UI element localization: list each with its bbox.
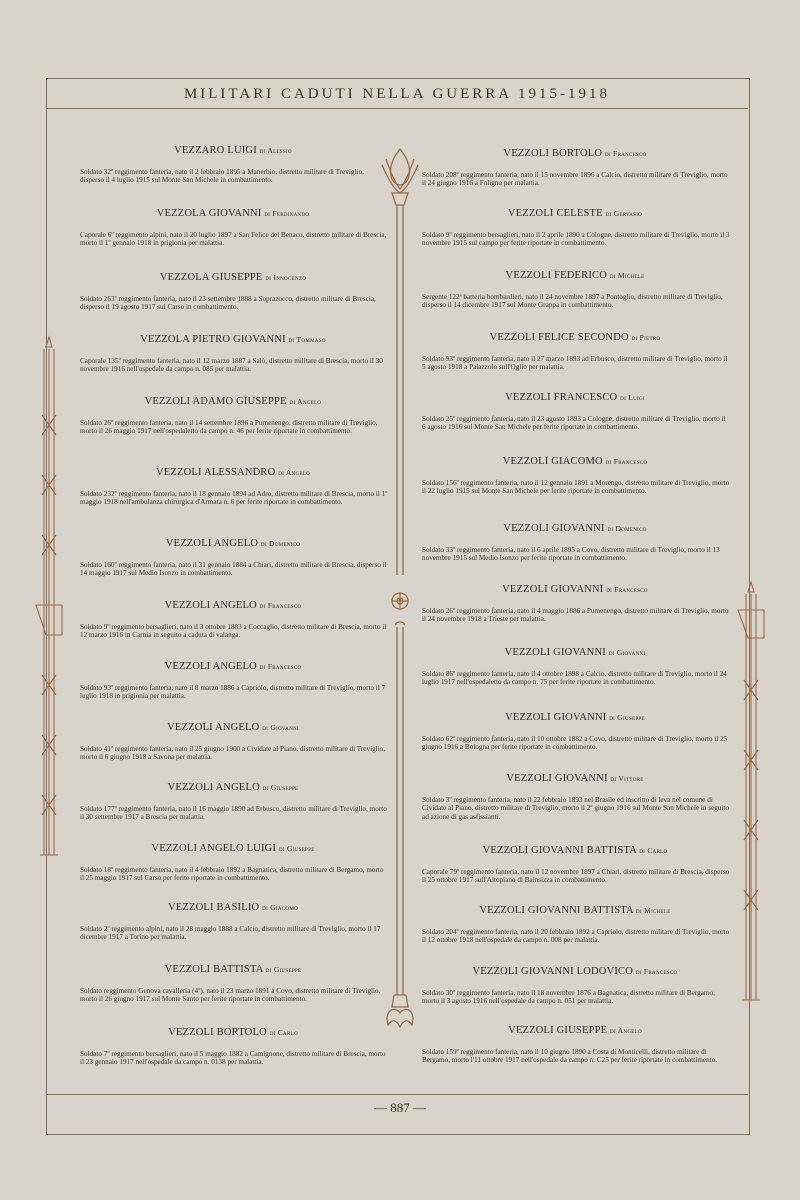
entry-heading <box>420 905 730 916</box>
entry-name: VEZZOLI GIUSEPPE <box>508 1025 608 1036</box>
entry-heading <box>78 145 388 156</box>
entry-text: Soldato 3º reggimento fanteria, nato il 22 febbraio 1893 nel Brasile ed inscritto di leva nel comune di Cividate al Piano, distretto militare di Treviglio, morto il 2º giugno 1916 sul Monte San Michele in seguito ad azione di gas asfissianti. <box>422 796 730 821</box>
entry-patronymic: di Francesco <box>605 457 648 466</box>
entry-name: VEZZOLI ANGELO <box>165 538 259 549</box>
entry-heading <box>420 332 730 343</box>
entry-heading <box>420 456 730 467</box>
entry-heading <box>78 600 388 611</box>
entry-heading <box>420 523 730 534</box>
entry-text: Soldato 26º reggimento fanteria, nato il 14 settembre 1896 a Pumenengo, distretto militare di Treviglio, morto il 26 maggio 1917 nell'ospedaletto da campo n. 46 per ferite riportate in combattimento. <box>80 419 378 436</box>
entry-heading <box>78 782 388 793</box>
entry-text: Soldato 62º reggimento fanteria, nato il 10 ottobre 1882 a Covo, distretto militare di Treviglio, morto il 25 giugno 1916 a Bologna per ferite riportate in combattimento. <box>422 735 728 752</box>
entry-text: Soldato 204º reggimento fanteria, nato il 20 febbraio 1892 a Capriolo, distretto militare di Treviglio, morto il 12 ottobre 1918 nell'ospedale da campo n. 008 per malattia. <box>422 928 730 945</box>
entry-patronymic: di Giuseppe <box>278 844 315 853</box>
entry-patronymic: di Luigi <box>620 393 645 402</box>
entry-text: Soldato 263º reggimento fanteria, nato il 23 settembre 1888 a Soprazocco, distretto militare di Brescia, disperso il 19 agosto 1917 sul Carso in combattimento. <box>80 295 376 312</box>
entry-text: Soldato 41º reggimento fanteria, nato il 25 giugno 1900 a Cividate al Piano, distretto militare di Treviglio, morto il 6 giugno 1918 a Savona per malattia. <box>80 745 386 762</box>
entry-text: Soldato 93º reggimento fanteria, nato il 27 marzo 1893 ad Erbusco, distretto militare di Treviglio, morto il 5 agosto 1918 a Palazzolo sull'Oglio per malattia. <box>422 355 728 372</box>
entry <box>420 584 730 624</box>
entry-heading <box>78 902 388 913</box>
entry-name: VEZZOLI CELESTE <box>507 208 603 219</box>
entry <box>78 782 388 822</box>
entry-patronymic: di Francesco <box>259 662 302 671</box>
entry-text: Soldato 159º reggimento fanteria, nato il 10 giugno 1890 a Costa di Monticelli, distretto militare di Bergamo, morto l'11 ottobre 1917 nell'ospedale da campo n. C25 per ferite riportate in combattimento. <box>422 1048 718 1065</box>
entry-patronymic: di Alessio <box>259 146 292 155</box>
fasces-ornament-icon <box>34 335 64 865</box>
entry-heading <box>78 208 388 219</box>
entry <box>420 773 730 821</box>
entry-name: VEZZOLI ANGELO <box>167 782 260 793</box>
entry-patronymic: di Giacomo <box>262 903 299 912</box>
page-number: — 887 — <box>374 1100 426 1115</box>
entry-text: Caporale 135º reggimento fanteria, nato il 12 marzo 1887 a Salò, distretto militare di Brescia, morto il 30 novembre 1916 nell'ospedale da campo n. 085 per malattia. <box>80 357 383 374</box>
entry-patronymic: di Pietro <box>631 333 661 342</box>
entry-text: Soldato 9º reggimento bersaglieri, nato il 3 ottobre 1883 a Coccaglio, distretto militare di Brescia, morto il 12 marzo 1916 in Carnia in seguito a caduta di valanga. <box>80 623 387 640</box>
entry-name: VEZZOLI BASILIO <box>167 902 260 913</box>
entry-name: VEZZOLI ANGELO LUIGI <box>151 843 277 854</box>
entry <box>420 270 730 310</box>
entry-heading <box>78 661 388 672</box>
entry <box>420 966 730 1006</box>
entry-text: Soldato 86º reggimento fanteria, nato il 4 ottobre 1898 a Calcio, distretto militare di Treviglio, morto il 24 luglio 1917 nell'ospedaletto da campo n. 75 per ferite riportate in combattimento. <box>422 670 727 687</box>
entry-patronymic: di Michele <box>609 271 645 280</box>
entry-name: VEZZOLI GIOVANNI BATTISTA <box>482 845 637 856</box>
entry-heading <box>78 843 388 854</box>
entry <box>78 843 388 883</box>
entry-text: Caporale 6º reggimento alpini, nato il 20 luglio 1897 a San Felice del Benaco, distretto militare di Brescia, morto il 1º gennaio 1918 in prigionia per malattia. <box>80 231 387 248</box>
entry-text: Soldato 93º reggimento fanteria, nato il 8 marzo 1886 a Capriolo, distretto militare di Treviglio, morto il 7 luglio 1918 in prigionia per malattia. <box>80 684 386 701</box>
entry-patronymic: di Francesco <box>604 149 647 158</box>
title-divider <box>46 108 748 109</box>
entry-text: Soldato 208º reggimento fanteria, nato il 15 novembre 1896 a Calcio, distretto militare di Treviglio, morto il 24 giugno 1916 a Foligno per malattia. <box>422 171 728 188</box>
entry <box>78 902 388 942</box>
entry-patronymic: di Giuseppe <box>262 783 299 792</box>
entry-name: VEZZOLI ALESSANDRO <box>155 467 276 478</box>
entry <box>420 647 730 687</box>
entry-name: VEZZOLA GIOVANNI <box>156 208 262 219</box>
entry <box>78 661 388 701</box>
entry-heading <box>420 966 730 977</box>
entry-name: VEZZOLI GIACOMO <box>502 456 603 467</box>
entry-name: VEZZOLA PIETRO GIOVANNI <box>140 334 286 345</box>
entry <box>420 845 730 885</box>
entry-patronymic: di Innocenzo <box>265 273 307 282</box>
entry-name: VEZZARO LUIGI <box>174 145 257 156</box>
entry <box>78 272 388 312</box>
entry <box>78 964 388 1004</box>
entry-name: VEZZOLI BATTISTA <box>164 964 263 975</box>
entry-patronymic: di Francesco <box>606 585 648 594</box>
entry-heading <box>420 208 730 219</box>
entry-text: Soldato 25º reggimento fanteria, nato il 23 agosto 1893 a Cologne, distretto militare di Treviglio, morto il 6 agosto 1916 sul Monte San Michele per ferite riportate in combattimento. <box>422 415 726 432</box>
entry-patronymic: di Vittore <box>610 774 644 783</box>
entry-name: VEZZOLI FELICE SECONDO <box>489 332 629 343</box>
entry-heading <box>78 467 388 478</box>
entry <box>78 538 388 578</box>
entry-name: VEZZOLI GIOVANNI LODOVICO <box>472 966 634 977</box>
entry <box>420 332 730 372</box>
entry-name: VEZZOLI ANGELO <box>164 661 257 672</box>
entry-patronymic: di Tommaso <box>288 335 326 344</box>
entry-heading <box>420 270 730 281</box>
entry-name: VEZZOLI ANGELO <box>167 722 260 733</box>
entry <box>420 523 730 563</box>
entry-text: Soldato reggimento Genova cavalleria (4º), nato il 23 marzo 1891 a Covo, distretto militare di Treviglio, morto il 26 giugno 1917 sul Monte Santo per ferite riportate in combattimento. <box>80 987 381 1004</box>
entry <box>78 600 388 640</box>
entry-patronymic: di Giuseppe <box>265 965 302 974</box>
entry-text: Soldato 232º reggimento fanteria, nato il 18 gennaio 1894 ad Adro, distretto militare di Brescia, morto il 1º maggio 1918 nell'ambulanza chirurgica d'Armata n. 6 per ferite riportate in combattimento. <box>80 490 388 507</box>
entry-text: Soldato 30º reggimento fanteria, nato il 18 novembre 1876 a Bagnatica, distretto militare di Bergamo, morto il 3 agosto 1916 nell'ospedale da campo n. 051 per malattia. <box>422 989 715 1006</box>
entry-name: VEZZOLI GIOVANNI <box>506 773 608 784</box>
entry <box>78 145 388 185</box>
entry-name: VEZZOLI ANGELO <box>164 600 257 611</box>
entry-heading <box>420 148 730 159</box>
entry-heading <box>420 845 730 856</box>
entry-text: Caporale 79º reggimento fanteria, nato il 12 novembre 1897 a Chiari, distretto militare di Brescia, disperso il 25 ottobre 1917 sull'Altopiano di Bainsizza in combattimento. <box>422 868 730 885</box>
entry <box>78 467 388 507</box>
entry-name: VEZZOLI GIOVANNI <box>504 647 606 658</box>
entry <box>78 396 388 436</box>
entry-name: VEZZOLI GIOVANNI <box>503 523 605 534</box>
entry-heading <box>420 1025 730 1036</box>
entry-heading <box>78 1027 388 1038</box>
entry-name: VEZZOLI BORTOLO <box>168 1027 267 1038</box>
page-title: MILITARI CADUTI NELLA GUERRA 1915-1918 <box>183 86 611 102</box>
entry-text: Soldato 32º reggimento fanteria, nato il 2 febbraio 1895 a Manerbio, distretto militare di Treviglio, disperso il 4 luglio 1915 sul Monte San Michele in combattimento. <box>80 168 364 185</box>
entry-name: VEZZOLI ADAMO GIUSEPPE <box>144 396 287 407</box>
entry-name: VEZZOLI GIOVANNI BATTISTA <box>479 905 634 916</box>
entry <box>78 334 388 374</box>
entry-heading <box>78 722 388 733</box>
entry-text: Soldato 7º reggimento bersaglieri, nato il 5 maggio 1882 a Camignone, distretto militare di Brescia, morto il 23 gennaio 1917 nell'ospedale da campo n. 0138 per malattia. <box>80 1050 386 1067</box>
entry-heading <box>78 396 388 407</box>
entry-text: Soldato 33º reggimento fanteria, nato il 6 aprile 1895 a Covo, distretto militare di Treviglio, morto il 13 novembre 1915 sul Medio Isonzo per ferite riportate in combattimento. <box>422 546 720 563</box>
entry-heading <box>420 392 730 403</box>
entry-heading <box>78 272 388 283</box>
entry-heading <box>420 712 730 723</box>
entry-patronymic: di Gervasio <box>605 209 643 218</box>
entry-patronymic: di Carlo <box>269 1028 298 1037</box>
entry-text: Soldato 18º reggimento fanteria, nato il 4 febbraio 1892 a Bagnatica, distretto militare di Bergamo, morto il 25 maggio 1917 sul Carso per ferite riportate in combattimento. <box>80 866 384 883</box>
entry-patronymic: di Giuseppe <box>609 713 645 722</box>
entry-patronymic: di Michele <box>636 906 671 915</box>
entry-name: VEZZOLI FRANCESCO <box>505 392 618 403</box>
torch-ornament-icon <box>378 145 422 1045</box>
entry-patronymic: di Angelo <box>289 397 322 406</box>
entry-name: VEZZOLA GIUSEPPE <box>159 272 263 283</box>
entry <box>78 1027 388 1067</box>
entry-patronymic: di Domenico <box>607 524 647 533</box>
entry-heading <box>420 584 730 595</box>
entry-heading <box>420 773 730 784</box>
entry <box>78 208 388 248</box>
entry-name: VEZZOLI GIOVANNI <box>505 712 607 723</box>
entry-patronymic: di Carlo <box>639 846 668 855</box>
entry-text: Soldato 26º reggimento fanteria, nato il 4 maggio 1886 a Pumenengo, distretto militare di Treviglio, morto il 24 novembre 1918 a Trieste per malattia. <box>422 607 729 624</box>
entry-text: Soldato 9º reggimento bersaglieri, nato il 2 aprile 1890 a Cologne, distretto militare di Treviglio, morto il 3 novembre 1915 sul campo per ferite riportate in combattimento. <box>422 231 730 248</box>
entry-text: Soldato 156º reggimento fanteria, nato il 12 gennaio 1891 a Morengo, distretto militare di Treviglio, morto il 22 luglio 1915 sul Monte San Michele per ferite riportate in combattimento. <box>422 479 730 496</box>
entry-name: VEZZOLI GIOVANNI <box>502 584 604 595</box>
entry <box>420 905 730 945</box>
entry-name: VEZZOLI BORTOLO <box>503 148 603 159</box>
entry-text: Soldato 2º reggimento alpini, nato il 28 maggio 1888 a Calcio, distretto militare di Treviglio, morto il 17 dicembre 1917 a Torino per malattia. <box>80 925 381 942</box>
entry <box>78 722 388 762</box>
entry-heading <box>78 538 388 549</box>
entry-text: Sergente 122ª batteria bombardieri, nato il 24 novembre 1897 a Pontoglio, distretto militare di Treviglio, disperso il 14 dicembre 1917 sul Monte Grappa in combattimento. <box>422 293 723 310</box>
entry-text: Soldato 177º reggimento fanteria, nato il 16 maggio 1890 ad Erbusco, distretto militare di Treviglio, morto il 30 settembre 1917 a Brescia per malattia. <box>80 805 387 822</box>
entry-heading <box>420 647 730 658</box>
entry-patronymic: di Francesco <box>259 601 302 610</box>
entry-patronymic: di Ferdinando <box>264 209 310 218</box>
entry <box>420 1025 730 1065</box>
entry-heading <box>78 964 388 975</box>
fasces-ornament-icon <box>736 580 766 1010</box>
entry <box>420 148 730 188</box>
entry-text: Soldato 160º reggimento fanteria, nato il 31 gennaio 1884 a Chiari, distretto militare di Brescia, disperso il 14 maggio 1917 sul Medio Isonzo in combattimento. <box>80 561 387 578</box>
entry-heading <box>78 334 388 345</box>
entry-patronymic: di Francesco <box>635 967 678 976</box>
entry-patronymic: di Giovanni <box>262 723 299 732</box>
entry <box>420 392 730 432</box>
entry <box>420 208 730 248</box>
entry-patronymic: di Angelo <box>278 468 310 477</box>
entry <box>420 712 730 752</box>
entry-patronymic: di Angelo <box>610 1026 642 1035</box>
entry-patronymic: di Giovanni <box>608 648 646 657</box>
entry-name: VEZZOLI FEDERICO <box>505 270 608 281</box>
footer-divider <box>46 1094 748 1095</box>
entry <box>420 456 730 496</box>
entry-patronymic: di Domenico <box>260 539 301 548</box>
